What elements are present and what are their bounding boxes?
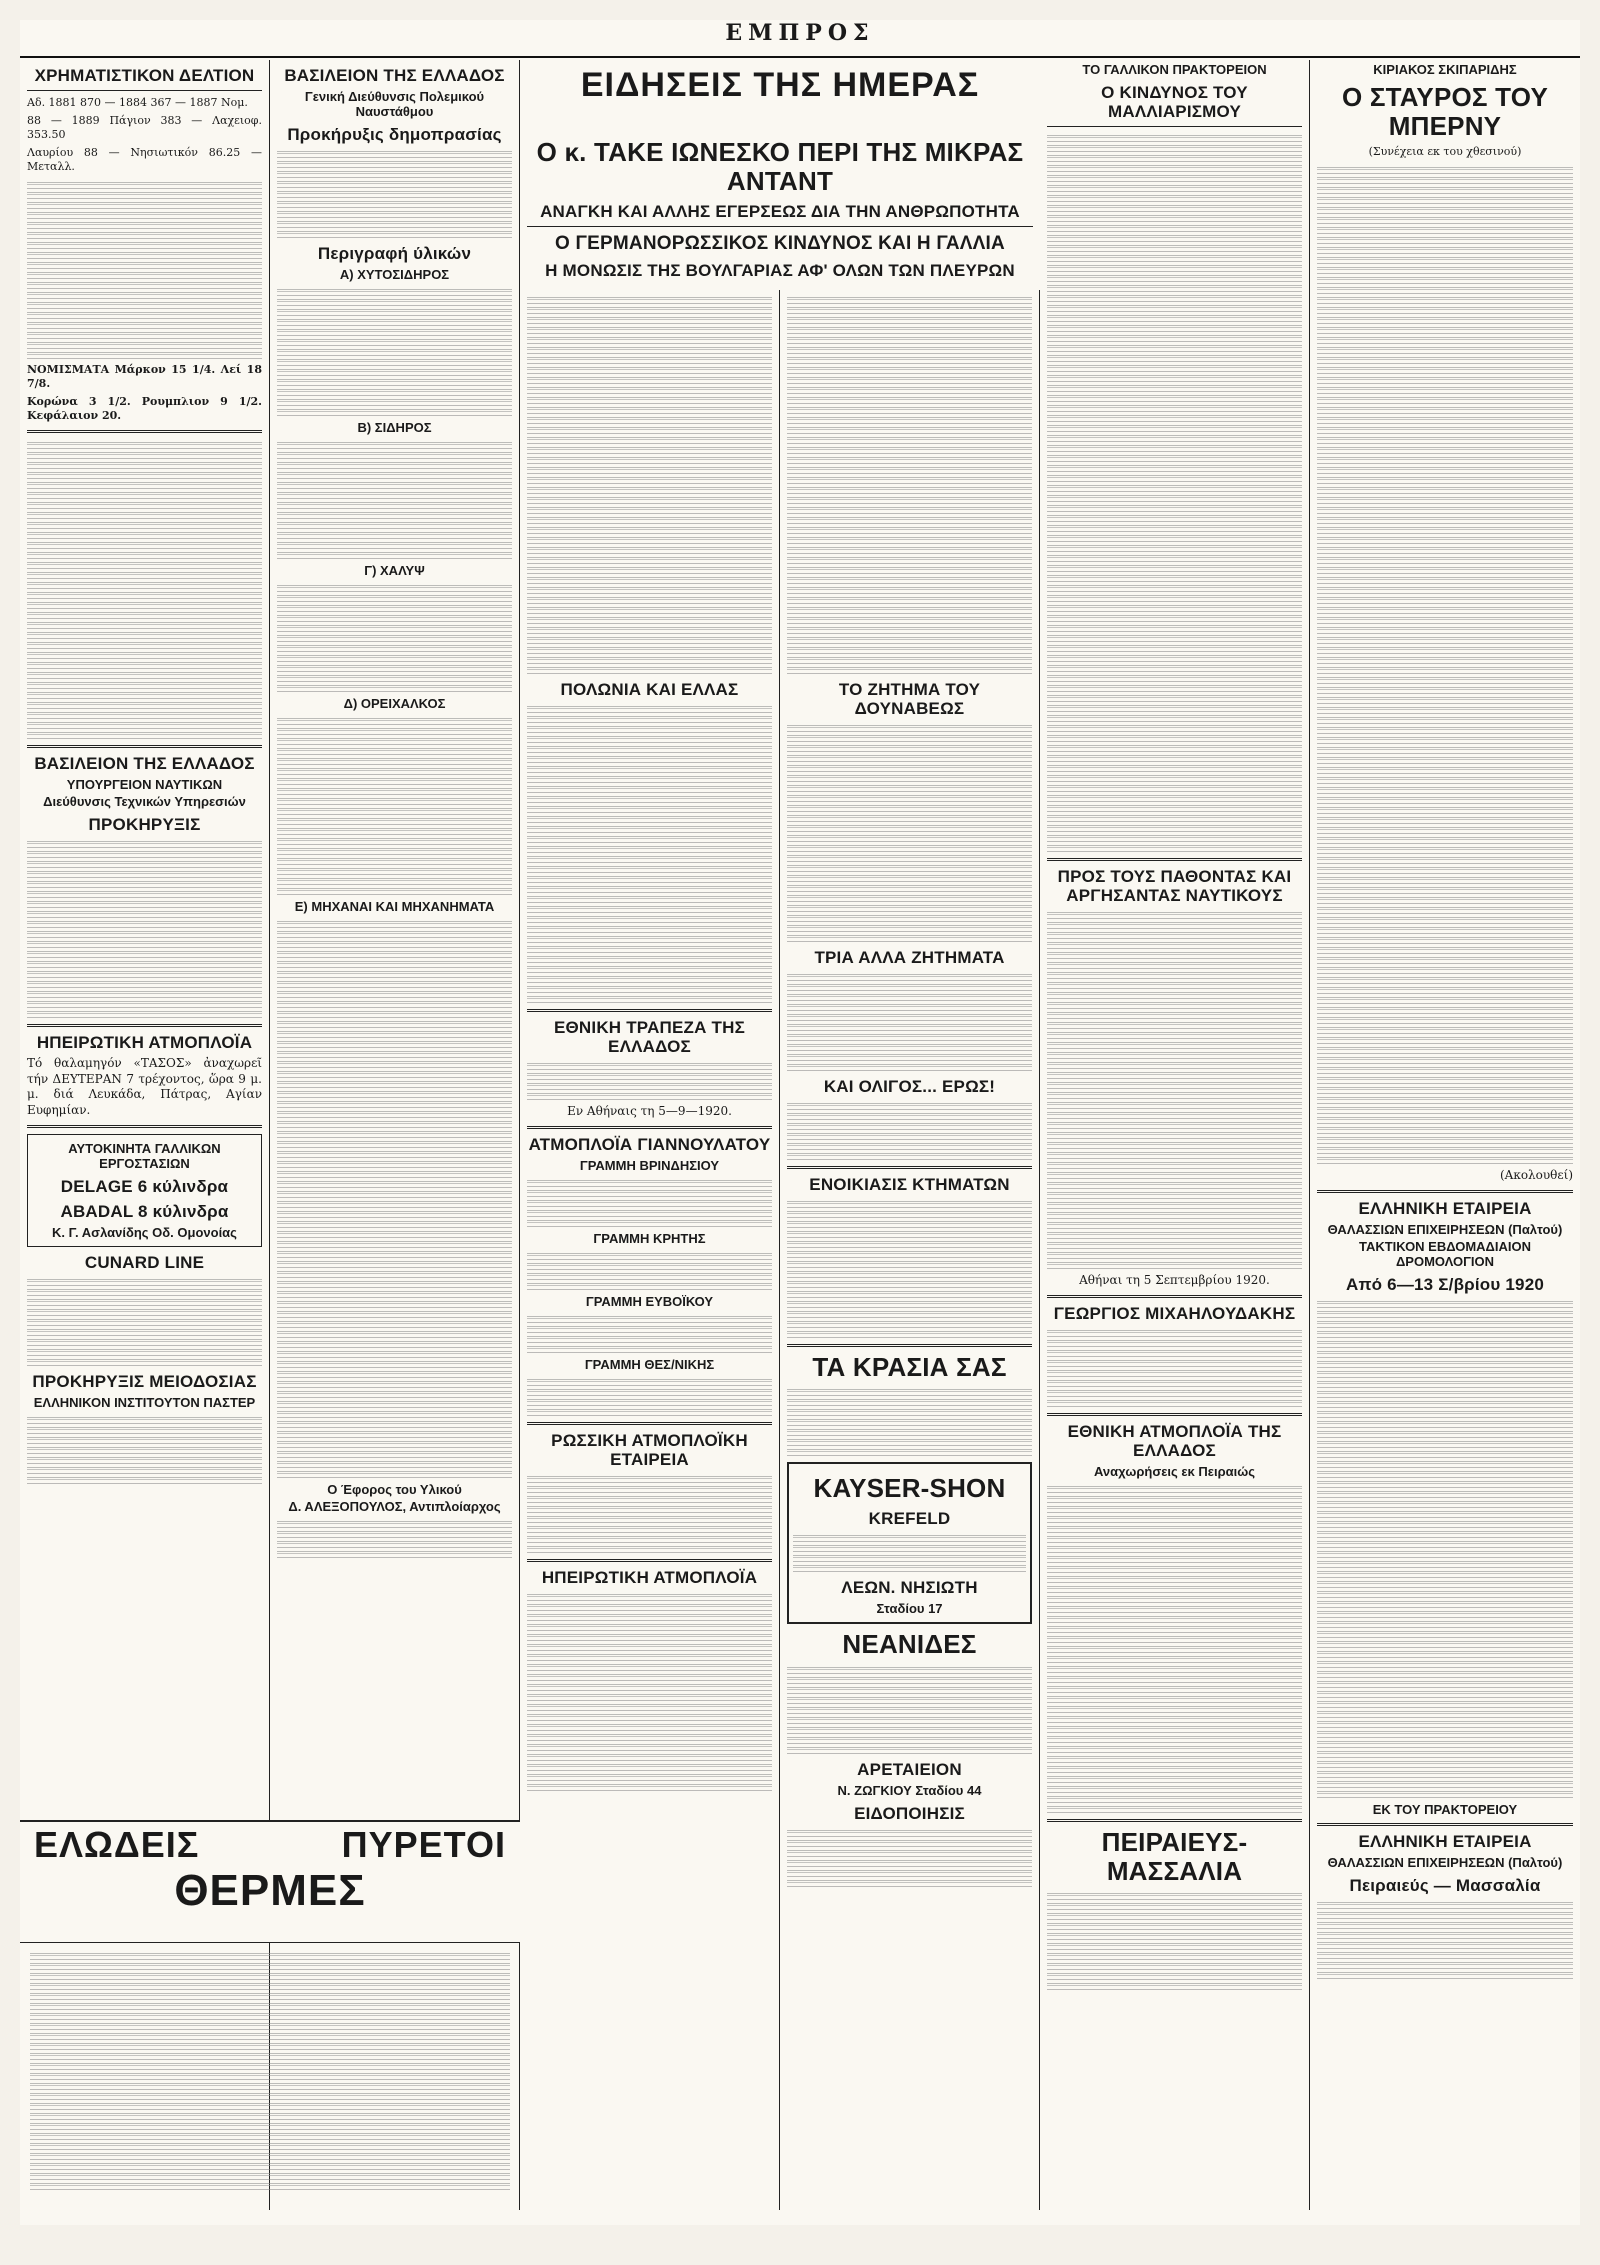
- material-item: Ε) ΜΗΧΑΝΑΙ ΚΑΙ ΜΗΧΑΝΗΜΑΤΑ: [294, 899, 495, 915]
- fever-ad-word: ΕΛΩΔΕΙΣ: [34, 1824, 200, 1865]
- office-heading: ΕΚ ΤΟΥ ΠΡΑΚΤΟΡΕΙΟΥ: [1372, 1801, 1518, 1817]
- love-heading: ΚΑΙ ΟΛΙΓΟΣ... ΕΡΩΣ!: [823, 1077, 996, 1097]
- fever-ad-word: ΘΕΡΜΕΣ: [174, 1865, 366, 1915]
- materials-heading: Περιγραφή ύλικών: [317, 244, 472, 264]
- shop-name: ΛΕΩΝ. ΝΗΣΙΩΤΗ: [841, 1578, 978, 1598]
- quote-line: Κορώνα 3 1/2. Ρουμπλιον 9 1/2. Κεφάλαιον 20.: [27, 394, 262, 423]
- steamship-text: Τό θαλαμηγόν «ΤΑΣΟΣ» ἀναχωρεῖ τήν ΔΕΥΤΕΡΑΝ 7 τρέχοντος, ὥρα 9 μ. μ. διά Λευκάδα, Πάτρας, Αγίαν Ευφημίαν.: [27, 1055, 262, 1118]
- line-thessaloniki: ΓΡΑΜΜΗ ΘΕΣ/ΝΙΚΗΣ: [584, 1356, 715, 1372]
- kayser-ad: [787, 1462, 1032, 1624]
- hellenic-society-sub-2: ΘΑΛΑΣΣΙΩΝ ΕΠΙΧΕΙΡΗΣΕΩΝ (Παλτού): [1327, 1854, 1563, 1870]
- signature: Δ. ΑΛΕΞΟΠΟΥΛΟΣ, Αντιπλοίαρχος: [288, 1499, 501, 1515]
- steamship-heading: ΗΠΕΙΡΩΤΙΚΗ ΑΤΜΟΠΛΟΪΑ: [36, 1032, 253, 1052]
- schedule-heading: ΤΑΚΤΙΚΟΝ ΕΒΔΟΜΑΔΙΑΙΟΝ ΔΡΟΜΟΛΟΓΙΟΝ: [1358, 1238, 1532, 1269]
- follow-note: (Ακολουθεί): [1499, 1167, 1573, 1182]
- column-6: [1310, 60, 1580, 2210]
- headline-4: Η ΜΟΝΩΣΙΣ ΤΗΣ ΒΟΥΛΓΑΡΙΑΣ ΑΦ' ΟΛΩΝ ΤΩΝ ΠΛΕΥΡΩΝ: [545, 260, 1015, 280]
- headline-1: Ο κ. ΤΑΚΕ ΙΩΝΕΣΚΟ ΠΕΡΙ ΤΗΣ ΜΙΚΡΑΣ ΑΝΤΑΝΤ: [536, 137, 1024, 197]
- kayser-brand: KAYSER-SHON: [813, 1473, 1006, 1504]
- yannoulatou-heading: ΑΤΜΟΠΛΟΪΑ ΓΙΑΝΝΟΥΛΑΤΟΥ: [528, 1134, 771, 1154]
- sailors-heading: ΠΡΟΣ ΤΟΥΣ ΠΑΘΟΝΤΑΣ ΚΑΙ ΑΡΓΗΣΑΝΤΑΣ ΝΑΥΤΙΚΟΥΣ: [1057, 867, 1292, 906]
- material-item: Β) ΣΙΔΗΡΟΣ: [357, 420, 432, 436]
- financial-bulletin-title: ΧΡΗΜΑΤΙΣΤΙΚΟΝ ΔΕΛΤΙΟΝ: [34, 66, 255, 85]
- danube-heading: ΤΟ ΖΗΤΗΜΑ ΤΟΥ ΔΟΥΝΑΒΕΩΣ: [838, 680, 981, 719]
- zografou-line: Ν. ΖΩΓΚΙΟΥ Σταδίου 44: [837, 1782, 982, 1798]
- agent-line: Κ. Γ. Ασλανίδης Οδ. Ομονοίας: [52, 1225, 237, 1241]
- news-title: ΕΙΔΗΣΕΙΣ ΤΗΣ ΗΜΕΡΑΣ: [580, 66, 980, 104]
- bank-date: Εν Αθήναις τη 5—9—1920.: [567, 1104, 732, 1119]
- epirus-heading: ΗΠΕΙΡΩΤΙΚΗ ΑΤΜΟΠΛΟΪΑ: [541, 1568, 758, 1588]
- bank-heading: ΕΘΝΙΚΗ ΤΡΑΠΕΖΑ ΤΗΣ ΕΛΛΑΔΟΣ: [553, 1018, 746, 1057]
- agency-heading: ΤΟ ΓΑΛΛΙΚΟΝ ΠΡΑΚΤΟΡΕΙΟΝ: [1082, 62, 1267, 77]
- danger-heading: Ο ΚΙΝΔΥΝΟΣ ΤΟΥ ΜΑΛΛΙΑΡΙΣΜΟΥ: [1101, 83, 1248, 122]
- national-steamship-heading: ΕΘΝΙΚΗ ΑΤΜΟΠΛΟΪΑ ΤΗΣ ΕΛΛΑΔΟΣ: [1067, 1421, 1282, 1461]
- ministry-sub: Διεύθυνσις Τεχνικών Υπηρεσιών: [43, 793, 246, 809]
- auto-ad: [27, 1134, 262, 1247]
- departures-heading: Αναχωρήσεις εκ Πειραιώς: [1094, 1464, 1255, 1480]
- cunard-heading: CUNARD LINE: [84, 1253, 205, 1273]
- line-crete: ΓΡΑΜΜΗ ΚΡΗΤΗΣ: [593, 1230, 706, 1246]
- cross-heading: Ο ΣΤΑΥΡΟΣ ΤΟΥ ΜΠΕΡΝΥ: [1341, 82, 1548, 142]
- estates-heading: ΕΝΟΙΚΙΑΣΙΣ ΚΤΗΜΑΤΩΝ: [809, 1175, 1010, 1195]
- russian-heading: ΡΩΣΣΙΚΗ ΑΤΜΟΠΛΟΪΚΗ ΕΤΑΙΡΕΙΑ: [551, 1430, 748, 1469]
- hellenic-society-sub: ΘΑΛΑΣΣΙΩΝ ΕΠΙΧΕΙΡΗΣΕΩΝ (Παλτού): [1327, 1221, 1563, 1237]
- hellenic-society-heading: ΕΛΛΗΝΙΚΗ ΕΤΑΙΡΕΙΑ: [1358, 1198, 1532, 1218]
- line-euboea: ΓΡΑΜΜΗ ΕΥΒΟΪΚΟΥ: [585, 1293, 714, 1309]
- route-heading: Πειραιεύς — Μασσαλία: [1349, 1875, 1541, 1895]
- quote-line: Λαυρίου 88 — Νησιωτικόν 86.25 — Μεταλλ.: [27, 145, 262, 174]
- headline-3: Ο ΓΕΡΜΑΝΟΡΩΣΣΙΚΟΣ ΚΙΝΔΥΝΟΣ ΚΑΙ Η ΓΑΛΛΙΑ: [555, 233, 1005, 255]
- notices-heading-4: ΕΙΔΟΠΟΙΗΣΙΣ: [854, 1803, 965, 1823]
- person-heading: ΓΕΩΡΓΙΟΣ ΜΙΧΑΗΛΟΥΔΑΚΗΣ: [1053, 1303, 1296, 1323]
- storekeeper-heading: Ο Έφορος του Υλικού: [327, 1482, 462, 1498]
- girls-heading: ΝΕΑΝΙΔΕΣ: [842, 1629, 977, 1660]
- quote-line: 88 — 1889 Πάγιον 383 — Λαχειοφ. 353.50: [27, 113, 262, 142]
- fever-ad: [20, 1820, 520, 1943]
- directorate-heading: Γενική Διεύθυνσις Πολεμικού Ναυστάθμου: [304, 89, 485, 120]
- material-item: Γ) ΧΑΛΥΨ: [364, 563, 425, 579]
- newspaper-page: [20, 20, 1580, 2225]
- material-item: Α) ΧΥΤΟΣΙΔΗΡΟΣ: [339, 267, 450, 283]
- masthead: ΕΜΠΡΟΣ: [20, 20, 1580, 58]
- auction-notice: Προκήρυξις δημοπρασίας: [287, 125, 502, 145]
- kingdom-heading-2: ΒΑΣΙΛΕΙΟΝ ΤΗΣ ΕΛΛΑΔΟΣ: [284, 66, 505, 85]
- three-issues-heading: ΤΡΙΑ ΑΛΛΑ ΖΗΤΗΜΑΤΑ: [814, 948, 1005, 968]
- column-5: [1040, 60, 1310, 2210]
- notices-heading: ΠΡΟΚΗΡΥΞΙΣ: [88, 814, 201, 834]
- areteion-heading: ΑΡΕΤΑΙΕΙΟΝ: [857, 1759, 962, 1779]
- poland-heading: ΠΟΛΩΝΙΑ ΚΑΙ ΕΛΛΑΣ: [560, 680, 739, 699]
- shop-address: Σταδίου 17: [876, 1601, 943, 1617]
- column-4: [780, 290, 1040, 2210]
- material-item: Δ) ΟΡΕΙΧΑΛΚΟΣ: [343, 696, 446, 712]
- institute-heading: ΕΛΛΗΝΙΚΟΝ ΙΝΣΤΙΤΟΥΤΟΝ ΠΑΣΤΕΡ: [33, 1395, 256, 1411]
- headline-2: ΑΝΑΓΚΗ ΚΑΙ ΑΛΛΗΣ ΕΓΕΡΣΕΩΣ ΔΙΑ ΤΗΝ ΑΝΘΡΩΠΟΤΗΤΑ: [540, 202, 1020, 222]
- quote-line: Αδ. 1881 870 — 1884 367 — 1887 Νομ.: [27, 96, 248, 110]
- delage-line: DELAGE 6 κύλινδρα: [60, 1177, 229, 1197]
- kayser-city: KREFELD: [868, 1509, 951, 1529]
- continuation-note: (Συνέχεια εκ του χθεσινού): [1368, 145, 1522, 159]
- quote-line: ΝΟΜΙΣΜΑΤΑ Μάρκον 15 1/4. Λεί 18 7/8.: [27, 362, 262, 391]
- news-banner: [520, 60, 1040, 130]
- author-heading: ΚΙΡΙΑΚΟΣ ΣΚΙΠΑΡΙΔΗΣ: [1373, 62, 1517, 77]
- column-3: [520, 290, 780, 2210]
- wines-heading: ΤΑ ΚΡΑΣΙΑ ΣΑΣ: [812, 1352, 1007, 1383]
- ministry-heading: ΥΠΟΥΡΓΕΙΟΝ ΝΑΥΤΙΚΩΝ: [66, 776, 223, 792]
- schedule-period: Από 6—13 Σ/βρίου 1920: [1345, 1274, 1545, 1294]
- col5-date: Αθήναι τη 5 Σεπτεμβρίου 1920.: [1079, 1273, 1270, 1288]
- hellenic-society-heading-2: ΕΛΛΗΝΙΚΗ ΕΤΑΙΡΕΙΑ: [1358, 1831, 1532, 1851]
- fever-ad-word: ΠΥΡΕΤΟΙ: [341, 1824, 506, 1865]
- kingdom-heading: ΒΑΣΙΛΕΙΟΝ ΤΗΣ ΕΛΛΑΔΟΣ: [34, 753, 255, 773]
- auto-ad-title: ΑΥΤΟΚΙΝΗΤΑ ΓΑΛΛΙΚΩΝ ΕΡΓΟΣΤΑΣΙΩΝ: [68, 1141, 221, 1172]
- marseille-heading: ΠΕΙΡΑΙΕΥΣ-ΜΑΣΣΑΛΙΑ: [1101, 1827, 1248, 1887]
- abadal-line: ABADAL 8 κύλινδρα: [60, 1202, 229, 1222]
- tenders-heading: ΠΡΟΚΗΡΥΞΙΣ ΜΕΙΟΔΟΣΙΑΣ: [32, 1372, 257, 1392]
- line-brindisi: ΓΡΑΜΜΗ ΒΡΙΝΔΗΣΙΟΥ: [579, 1157, 720, 1173]
